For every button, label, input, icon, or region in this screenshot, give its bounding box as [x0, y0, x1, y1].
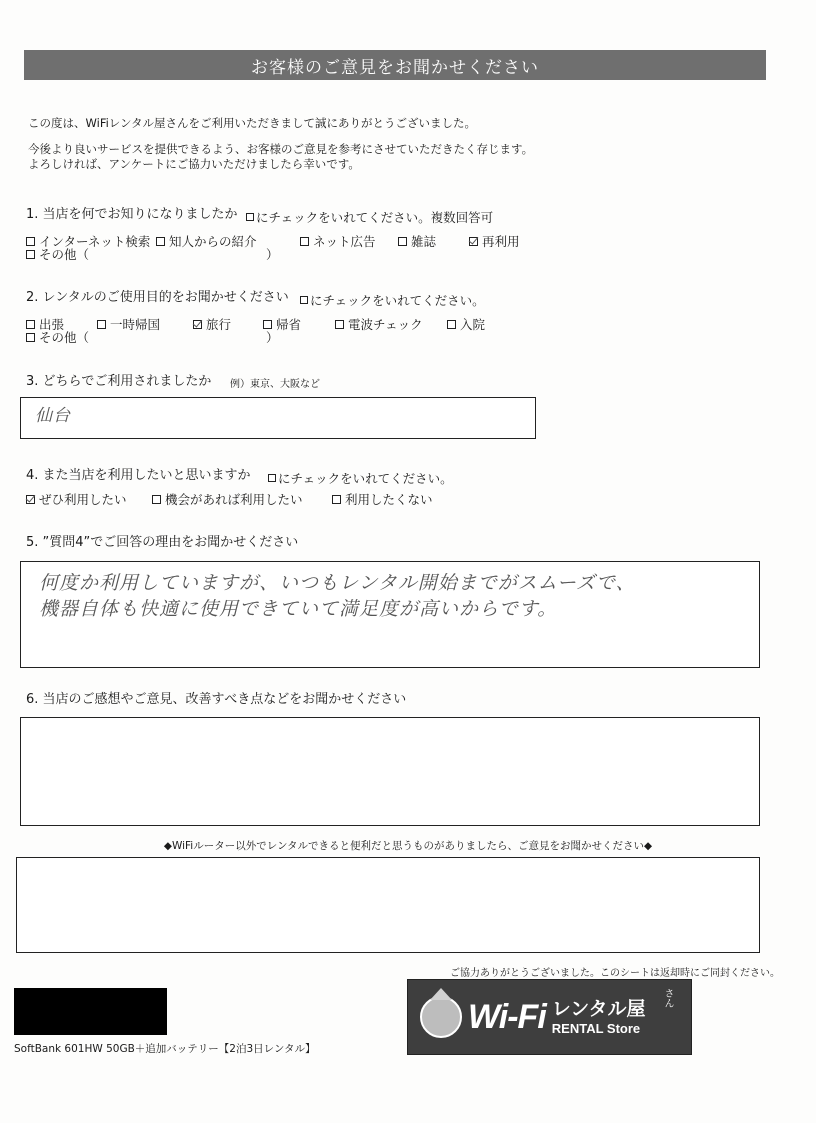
logo-jp-text: レンタル屋 — [551, 997, 646, 1020]
option-label: 機会があれば利用したい — [165, 492, 303, 507]
q2-option-temporary-return[interactable] — [97, 315, 160, 333]
checkbox-icon[interactable] — [152, 495, 161, 504]
checkbox-icon[interactable] — [97, 320, 106, 329]
option-label: 再利用 — [482, 234, 520, 249]
option-label: 帰省 — [276, 317, 302, 332]
checkbox-icon[interactable] — [156, 237, 165, 246]
q1-other-close: ） — [266, 247, 279, 262]
checkbox-icon[interactable] — [26, 250, 35, 259]
checkbox-icon[interactable] — [26, 333, 35, 342]
option-label: ネット広告 — [313, 234, 376, 249]
q2-option-hospital[interactable] — [447, 315, 485, 333]
option-label: 知人からの紹介 — [169, 234, 257, 249]
logo-sub-text: RENTAL Store — [551, 1020, 641, 1036]
q5-title: 5. ”質問4”でご回答の理由をお聞かせください — [26, 535, 299, 550]
q2-option-signal-check[interactable] — [335, 315, 423, 333]
checkbox-checked-icon[interactable] — [469, 237, 478, 246]
q4-option-definitely[interactable] — [26, 490, 127, 508]
option-label: 一時帰国 — [110, 317, 161, 332]
intro-request: よろしければ、アンケートにご協力いただけましたら幸いです。 — [28, 157, 360, 171]
q4-option-if-chance[interactable] — [152, 490, 303, 508]
checkbox-sample-icon — [300, 296, 308, 304]
q1-option-referral[interactable] — [156, 232, 257, 250]
option-label: ぜひ利用したい — [39, 492, 127, 507]
q2-title: 2. レンタルのご使用目的をお聞かせください — [26, 290, 289, 305]
q6-answer-box[interactable] — [20, 717, 760, 826]
footer-thanks: ご協力ありがとうございました。このシートは返却時にご同封ください。 — [450, 968, 780, 979]
option-label: 雑誌 — [411, 234, 437, 249]
checkbox-icon[interactable] — [447, 320, 456, 329]
q4-note-text: にチェックをいれてください。 — [278, 471, 453, 486]
q1-option-reuse[interactable] — [469, 232, 520, 250]
checkbox-sample-icon — [246, 213, 254, 221]
q2-note-text: にチェックをいれてください。 — [310, 293, 485, 308]
option-label: 入院 — [460, 317, 486, 332]
checkbox-icon[interactable] — [332, 495, 341, 504]
crown-mascot-icon — [420, 996, 462, 1038]
redaction-block — [14, 988, 167, 1035]
q3-answer-handwritten: 仙台 — [35, 406, 71, 426]
q2-other-close: ） — [266, 330, 279, 345]
q5-answer-box[interactable] — [20, 561, 760, 668]
q1-option-net-ad[interactable] — [300, 232, 376, 250]
logo-right-text — [551, 997, 646, 1036]
option-label: その他（ — [39, 247, 90, 262]
q4-title: 4. また当店を利用したいと思いますか — [26, 468, 251, 483]
checkbox-checked-icon[interactable] — [26, 495, 35, 504]
q1-option-other[interactable] — [26, 245, 89, 263]
q1-title: 1. 当店を何でお知りになりましたか — [26, 207, 238, 222]
logo-wordmark: Wi-Fi — [468, 997, 546, 1036]
q6-title: 6. 当店のご感想やご意見、改善すべき点などをお聞かせください — [26, 692, 407, 707]
intro-thanks: この度は、WiFiレンタル屋さんをご利用いただきまして誠にありがとうございました。 — [28, 116, 477, 130]
checkbox-sample-icon — [268, 474, 276, 482]
option-label: インターネット検索 — [39, 234, 151, 249]
wifi-rental-logo — [407, 979, 692, 1055]
checkbox-icon[interactable] — [335, 320, 344, 329]
option-label: 出張 — [39, 317, 65, 332]
survey-title-bar — [24, 50, 766, 80]
option-label: 旅行 — [206, 317, 232, 332]
q2-note — [300, 291, 485, 309]
option-label: 利用したくない — [345, 492, 433, 507]
q3-note: 例）東京、大阪など — [230, 379, 320, 390]
q5-answer-line1: 何度か利用していますが、いつもレンタル開始までがスムーズで、 — [39, 572, 636, 594]
checkbox-checked-icon[interactable] — [193, 320, 202, 329]
q1-note-text: にチェックをいれてください。複数回答可 — [256, 210, 494, 225]
q2-option-travel[interactable] — [193, 315, 231, 333]
survey-title: お客様のご意見をお聞かせください — [251, 57, 539, 78]
intro-purpose: 今後より良いサービスを提供できるよう、お客様のご意見を参考にさせていただきたく存じます。 — [28, 142, 534, 156]
q5-answer-line2: 機器自体も快適に使用できていて満足度が高いからです。 — [39, 598, 558, 620]
q7-title: ◆WiFiルーター以外でレンタルできると便利だと思うものがありましたら、ご意見をお聞かせください◆ — [163, 840, 653, 852]
q1-option-magazine[interactable] — [398, 232, 436, 250]
q7-answer-box[interactable] — [16, 857, 760, 953]
logo-san-text: さん — [662, 988, 673, 1008]
checkbox-icon[interactable] — [398, 237, 407, 246]
product-info: SoftBank 601HW 50GB＋追加バッテリー【2泊3日レンタル】 — [14, 1043, 316, 1055]
q4-option-no[interactable] — [332, 490, 433, 508]
option-label: 電波チェック — [348, 317, 423, 332]
q1-note — [246, 208, 493, 226]
q2-option-other[interactable] — [26, 328, 89, 346]
q4-note — [268, 469, 453, 487]
checkbox-icon[interactable] — [300, 237, 309, 246]
option-label: その他（ — [39, 330, 90, 345]
q3-answer-box[interactable] — [20, 397, 536, 439]
q3-title: 3. どちらでご利用されましたか — [26, 374, 212, 389]
